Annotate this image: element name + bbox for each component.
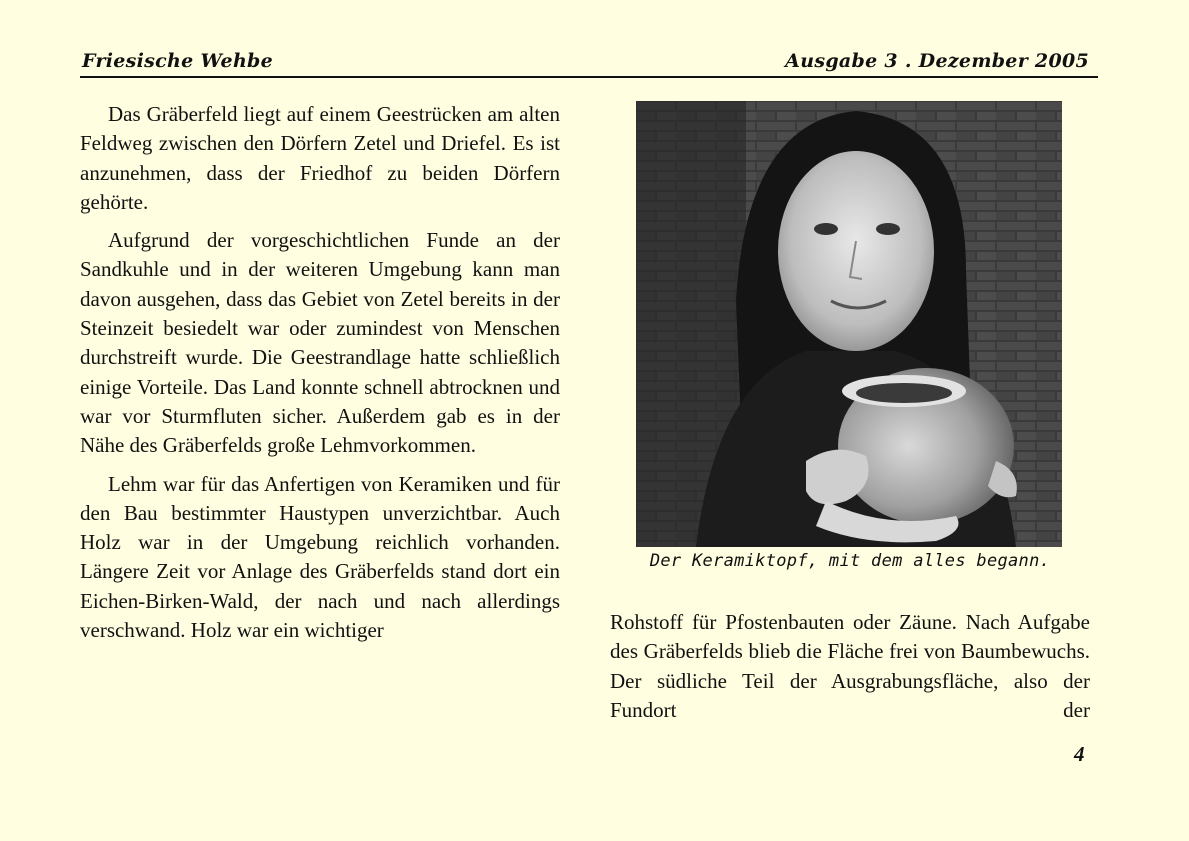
page-number: 4 xyxy=(1074,742,1085,766)
issue-date: Ausgabe 3 . Dezember 2005 xyxy=(785,50,1089,72)
paragraph-3: Lehm war für das Anfertigen von Keramiken und für den Bau bestimmter Haustypen unverzichtbar. Auch Holz war in der Umgebung reichlich vorhanden. Längere Zeit vor Anlage des Gräberfelds stand dort ein Eichen-Birken-Wald, der nach und nach allerdings verschwand. Holz war ein wichtiger xyxy=(80,471,560,643)
paragraph-2: Aufgrund der vorgeschichtlichen Funde an der Sandkuhle und in der weiteren Umgebung kann man davon ausgehen, dass das Gebiet von Zetel bereits in der Steinzeit besiedelt war oder zumindest von Menschen durchstreift wurde. Die Geestrandlage hatte schließlich einige Vorteile. Das Land konnte schnell abtrocknen und war vor Sturmfluten sicher. Außerdem gab es in der Nähe des Gräberfelds große Lehmvorkommen. xyxy=(80,228,560,458)
left-text-column xyxy=(80,100,560,654)
right-text-column xyxy=(610,608,1090,725)
header-divider xyxy=(80,76,1098,78)
paragraph-1: Das Gräberfeld liegt auf einem Geestrücken am alten Feldweg zwischen den Dörfern Zetel und Driefel. Es ist anzunehmen, dass der Friedhof zu beiden Dörfern gehörte. xyxy=(80,102,560,214)
photo-caption: Der Keramiktopf, mit dem alles begann. xyxy=(649,551,1051,571)
photo-image xyxy=(636,101,1062,547)
publication-title: Friesische Wehbe xyxy=(82,50,274,72)
paragraph-continuation: Rohstoff für Pfostenbauten oder Zäune. Nach Aufgabe des Gräberfelds blieb die Fläche frei von Baumbewuchs. Der südliche Teil der Ausgrabungsfläche, also der Fundort der xyxy=(610,610,1090,722)
photo-girl-with-ceramic-pot xyxy=(636,101,1062,547)
